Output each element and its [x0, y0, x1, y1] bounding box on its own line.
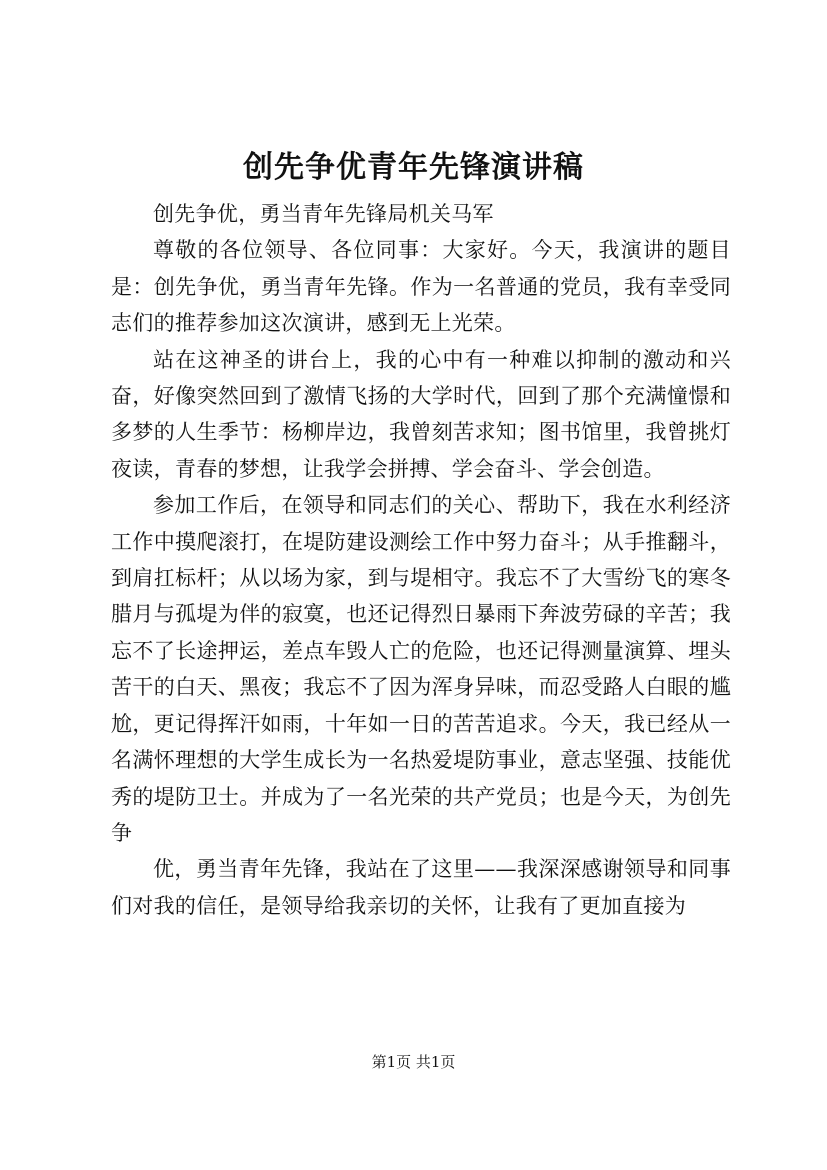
paragraph-subtitle: 创先争优，勇当青年先锋局机关马军	[153, 202, 494, 226]
document-body	[111, 196, 731, 924]
page-footer: 第1页 共1页	[371, 1053, 456, 1071]
paragraph-greeting: 尊敬的各位领导、各位同事：大家好。今天，我演讲的题目是：创先争优，勇当青年先锋。作为一名普通的党员，我有幸受同志们的推荐参加这次演讲，感到无上光荣。	[111, 238, 731, 336]
paragraph-gratitude: 优，勇当青年先锋，我站在了这里——我深深感谢领导和同事们对我的信任，是领导给我亲切的关怀，让我有了更加直接为	[111, 857, 731, 918]
paragraph-work: 参加工作后，在领导和同志们的关心、帮助下，我在水利经济工作中摸爬滚打，在堤防建设测绘工作中努力奋斗；从手推翻斗，到肩扛标杆；从以场为家，到与堤相守。我忘不了大雪纷飞的寒冬腊月与孤堤为伴的寂寞，也还记得烈日暴雨下奔波劳碌的辛苦；我忘不了长途押运，差点车毁人亡的危险，也还记得测量演算、埋头苦干的白天、黑夜；我忘不了因为浑身异味，而忍受路人白眼的尴尬，更记得挥汗如雨，十年如一日的苦苦追求。今天，我已经从一名满怀理想的大学生成长为一名热爱堤防事业，意志坚强、技能优秀的堤防卫士。并成为了一名光荣的共产党员；也是今天，为创先争	[111, 493, 731, 845]
document-title: 创先争优青年先锋演讲稿	[243, 150, 584, 185]
paragraph-podium: 站在这神圣的讲台上，我的心中有一种难以抑制的激动和兴奋，好像突然回到了激情飞扬的大学时代，回到了那个充满憧憬和多梦的人生季节：杨柳岸边，我曾刻苦求知；图书馆里，我曾挑灯夜读，青春的梦想，让我学会拼搏、学会奋斗、学会创造。	[111, 347, 731, 481]
